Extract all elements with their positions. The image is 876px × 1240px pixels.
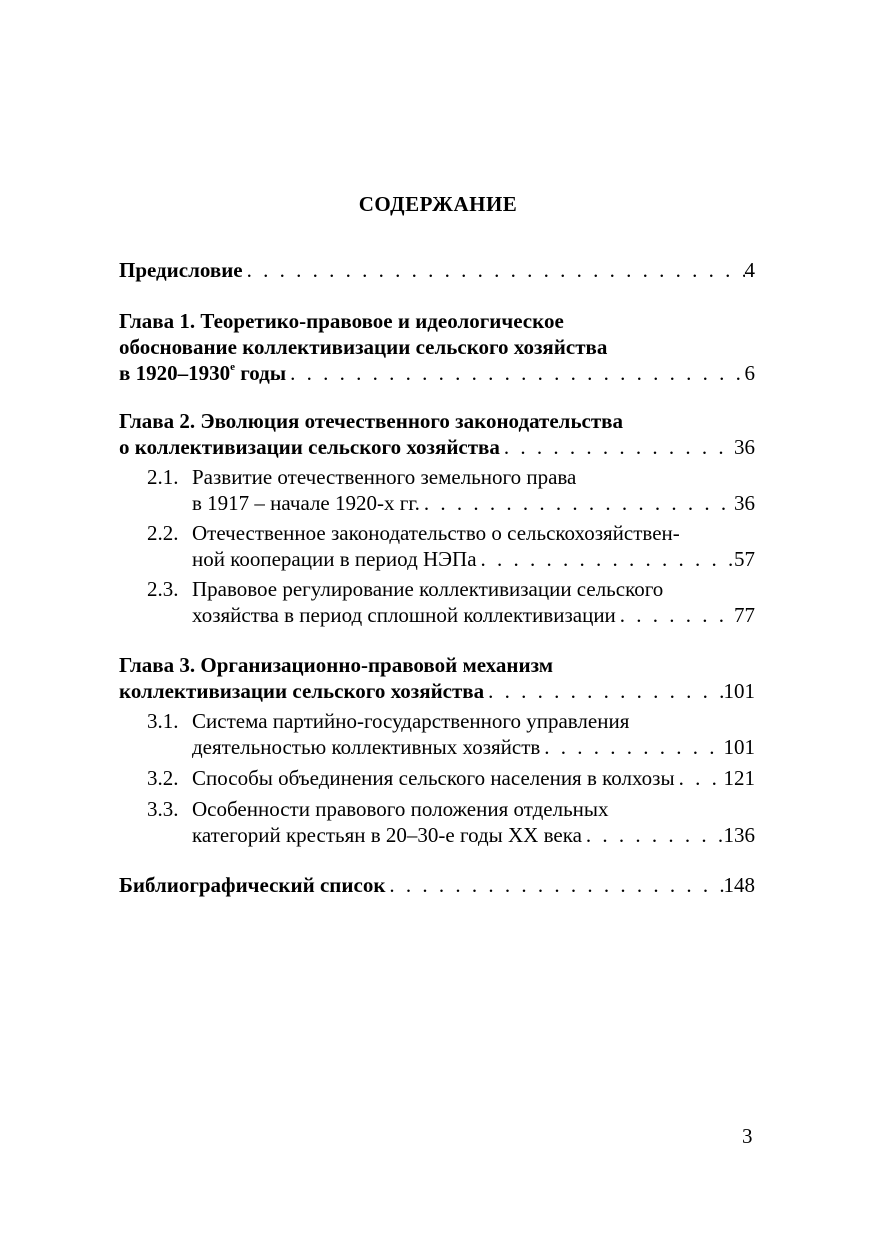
toc-chapter1-line2[interactable]: обоснование коллективизации сельского хозяйства (119, 335, 608, 359)
section-number: 2.1. (147, 465, 179, 489)
toc-page-number: 101 (723, 735, 755, 759)
toc-page-number: 101 (723, 679, 755, 703)
toc-entry-title: Библиографический список (119, 873, 386, 897)
section-title: Правовое регулирование коллективизации сельского (192, 577, 664, 601)
toc-entry-preface[interactable] (119, 257, 755, 283)
toc-section-2-1-line1[interactable] (119, 464, 755, 490)
section-number: 3.3. (147, 797, 179, 821)
toc-section-3-2[interactable] (119, 765, 755, 791)
section-title: Отечественное законодательство о сельскохозяйствен- (192, 521, 680, 545)
toc-page-number: 121 (723, 766, 755, 790)
dot-leader (385, 872, 723, 898)
toc-section-3-1[interactable] (192, 734, 755, 760)
section-number: 3.2. (147, 766, 179, 790)
toc-page-number: 136 (723, 823, 755, 847)
toc-entry-chapter2[interactable] (119, 434, 755, 460)
dot-leader (616, 602, 734, 628)
section-title: Особенности правового положения отдельных (192, 797, 609, 821)
section-number: 2.3. (147, 577, 179, 601)
toc-page-number: 57 (734, 547, 755, 571)
page-number: 3 (742, 1124, 753, 1148)
dot-leader (420, 490, 734, 516)
toc-entry-title: о коллективизации сельского хозяйства (119, 435, 500, 459)
toc-page-number: 6 (744, 361, 755, 385)
dot-leader (582, 822, 724, 848)
superscript: е (230, 361, 235, 373)
section-number: 3.1. (147, 709, 179, 733)
toc-section-3-1-line1[interactable] (119, 708, 755, 734)
toc-entry-chapter3[interactable] (119, 678, 755, 704)
toc-page-number: 148 (723, 873, 755, 897)
toc-entry-bibliography[interactable] (119, 872, 755, 898)
toc-chapter2-line1[interactable]: Глава 2. Эволюция отечественного законодательства (119, 409, 624, 433)
toc-entry-title: в 1920–1930$^е$ годы (119, 361, 287, 385)
page-title: СОДЕРЖАНИЕ (358, 192, 518, 216)
section-title-cont: хозяйства в период сплошной коллективизации (192, 603, 616, 627)
section-title-cont: категорий крестьян в 20–30-е годы XX века (192, 823, 582, 847)
toc-chapter1-line1[interactable]: Глава 1. Теоретико-правовое и идеологическое (119, 309, 564, 333)
dot-leader (286, 360, 744, 386)
toc-entry-chapter1[interactable] (119, 360, 755, 386)
section-title: Развитие отечественного земельного права (192, 465, 577, 489)
section-title-cont: в 1917 – начале 1920-х гг. (192, 491, 420, 515)
dot-leader (484, 678, 723, 704)
dot-leader (500, 434, 734, 460)
dot-leader (540, 734, 723, 760)
section-title-cont: деятельностью коллективных хозяйств (192, 735, 541, 759)
toc-page-number: 4 (744, 258, 755, 282)
toc-page-number: 77 (734, 603, 755, 627)
dot-leader (243, 257, 745, 283)
toc-chapter3-line1[interactable]: Глава 3. Организационно-правовой механизм (119, 653, 554, 677)
toc-section-3-3-line1[interactable] (119, 796, 755, 822)
dot-leader (675, 765, 724, 791)
section-title: Способы объединения сельского населения в колхозы (192, 766, 675, 790)
toc-entry-title: Предисловие (119, 258, 243, 282)
toc-section-2-3-line1[interactable] (119, 576, 755, 602)
toc-section-2-2[interactable] (192, 546, 755, 572)
toc-page-number: 36 (734, 435, 755, 459)
toc-section-2-1[interactable] (192, 490, 755, 516)
section-title-cont: ной кооперации в период НЭПа (192, 547, 477, 571)
toc-section-2-3[interactable] (192, 602, 755, 628)
toc-page-number: 36 (734, 491, 755, 515)
section-title: Система партийно-государственного управления (192, 709, 630, 733)
section-number: 2.2. (147, 521, 179, 545)
toc-entry-title: коллективизации сельского хозяйства (119, 679, 485, 703)
dot-leader (477, 546, 734, 572)
toc-section-3-3[interactable] (192, 822, 755, 848)
toc-section-2-2-line1[interactable] (119, 520, 755, 546)
